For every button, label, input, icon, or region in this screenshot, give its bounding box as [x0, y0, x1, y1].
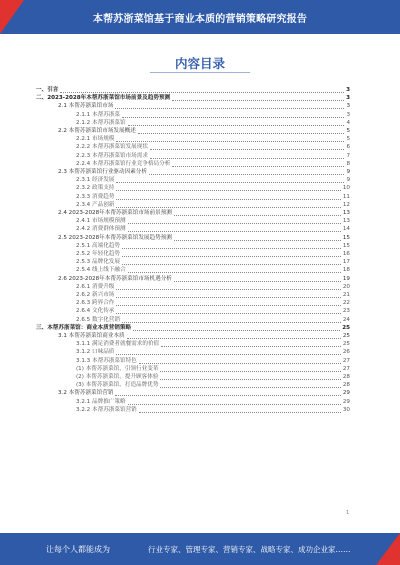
toc-entry-page: 27 — [342, 365, 350, 372]
toc-entry-title: 3.2.1 品牌推广策略 — [76, 398, 126, 405]
toc-entry-title: 2.6.5 数字化营销 — [76, 316, 120, 323]
toc-entry-title: 3.1.1 满足消费者就餐需求的价值 — [76, 341, 160, 348]
toc-leader-dots — [116, 312, 340, 314]
toc-entry[interactable] — [76, 357, 350, 365]
toc-entry-page: 29 — [342, 398, 350, 405]
toc-entry-title: 2.3.3 消费趋势 — [76, 193, 115, 200]
toc-leader-dots — [60, 91, 344, 93]
toc-entry[interactable] — [76, 307, 350, 315]
toc-entry-title: 2.2.4 本帮苏浙菜馆行业竞争格局分析 — [76, 160, 171, 167]
toc-entry-page: 8 — [346, 160, 350, 167]
footer-slogan: 让每个人都能成为 — [46, 545, 110, 554]
toc-leader-dots — [149, 173, 344, 175]
toc-entry-title: 三、本帮苏浙菜馆：商业本质营销策略 — [36, 324, 132, 331]
toc-leader-dots — [139, 411, 341, 413]
toc-entry[interactable] — [76, 193, 350, 201]
toc-entry-page: 4 — [346, 119, 350, 126]
toc-entry-title: 2.2.3 本帮苏浙菜馆市场需求 — [76, 152, 148, 159]
toc-leader-dots — [128, 124, 345, 126]
toc-leader-dots — [116, 181, 344, 183]
toc-leader-dots — [128, 222, 341, 224]
toc-entry[interactable] — [76, 225, 350, 233]
toc-entry[interactable] — [76, 201, 350, 209]
toc-leader-dots — [139, 362, 341, 364]
toc-entry[interactable] — [76, 242, 350, 250]
toc-entry-title: 2.3 本帮苏浙菜馆行业驱动因素分析 — [58, 169, 147, 175]
toc-entry-page: 28 — [342, 382, 350, 389]
toc-entry[interactable] — [58, 275, 350, 283]
toc-entry-title: 一、引言 — [36, 87, 59, 93]
toc-leader-dots — [174, 239, 341, 241]
toc-entry-title: 2.6.1 消费升级 — [76, 283, 115, 290]
toc-entry-title: 2.3.1 经济发展 — [76, 177, 115, 184]
toc-entry[interactable] — [76, 316, 350, 324]
toc-entry[interactable] — [58, 168, 350, 176]
toc-entry-page: 14 — [342, 226, 350, 233]
toc-entry-title: 2.2 本帮苏浙菜馆市场发展概述 — [58, 128, 136, 134]
toc-entry[interactable] — [76, 111, 350, 119]
toc-entry-page: 16 — [342, 251, 350, 257]
toc-entry-title: 2.1.2 本帮苏浙菜馆 — [76, 119, 126, 126]
toc-entry-page: 24 — [342, 316, 350, 323]
toc-entry-title: (2) 本帮苏浙菜馆，提升顾客体验 — [76, 374, 159, 380]
toc-entry-title: 3.1.2 口味品质 — [76, 349, 115, 356]
report-title: 本帮苏浙菜馆基于商业本质的营销策略研究报告 — [92, 14, 308, 25]
toc-entry-title: 3.1.3 本帮苏浙菜馆特色 — [76, 357, 137, 364]
toc-entry[interactable] — [76, 381, 350, 389]
toc-entry-title: 2.1 本帮苏浙菜馆市场 — [58, 103, 114, 110]
toc-entry-page: 15 — [342, 234, 350, 241]
toc-leader-dots — [122, 116, 344, 118]
toc-leader-dots — [128, 271, 341, 273]
toc-entry[interactable] — [76, 135, 350, 143]
toc-leader-dots — [116, 206, 340, 208]
toc-entry-page: 5 — [346, 136, 350, 143]
toc-entry-title: 3.2.2 本帮苏浙菜馆营销 — [76, 406, 137, 413]
toc-leader-dots — [116, 296, 340, 298]
toc-leader-dots — [116, 140, 344, 142]
toc-entry-page: 6 — [346, 144, 350, 151]
toc-entry-page: 30 — [342, 406, 350, 413]
toc-entry-page: 19 — [342, 275, 350, 282]
page-number: 1 — [346, 510, 350, 516]
toc-leader-dots — [172, 99, 344, 101]
toc-entry-page: 5 — [346, 128, 350, 134]
toc-leader-dots — [174, 214, 341, 216]
toc-entry[interactable] — [76, 152, 350, 160]
toc-entry-title: 2.3.4 产品创新 — [76, 201, 115, 208]
toc-entry-title: (1) 本帮苏浙菜馆，引领行业变革 — [76, 365, 159, 372]
toc-leader-dots — [161, 345, 341, 347]
toc-entry[interactable] — [58, 102, 350, 110]
toc-leader-dots — [116, 353, 340, 355]
toc-entry[interactable] — [58, 332, 350, 340]
footer-red-accent — [376, 533, 400, 565]
toc-entry-page: 29 — [342, 390, 350, 397]
toc-entry-page: 25 — [342, 341, 350, 348]
toc-entry[interactable] — [76, 283, 350, 291]
toc-entry-title: 2.2.2 本帮苏浙菜馆发展现状 — [76, 144, 148, 151]
toc-leader-dots — [115, 107, 344, 109]
toc-entry-page: 25 — [342, 324, 350, 331]
toc-entry[interactable] — [76, 348, 350, 356]
toc-entry-title: 2.5.2 年轻化趋势 — [76, 251, 120, 257]
toc-entry-title: 2.4.1 市场规模预测 — [76, 218, 126, 225]
toc-entry[interactable] — [76, 258, 350, 266]
toc-leader-dots — [128, 403, 341, 405]
toc-entry-title: 3.2 本帮苏浙菜馆营销 — [58, 390, 114, 397]
toc-leader-dots — [160, 378, 340, 380]
toc-entry-page: 3 — [346, 103, 350, 110]
toc-entry[interactable] — [76, 299, 350, 307]
toc-entry-page: 23 — [342, 308, 350, 315]
toc-entry-page: 13 — [342, 218, 350, 225]
toc-entry-page: 26 — [342, 349, 350, 356]
toc-entry-title: 2.5 2023-2028年本帮苏浙菜馆发展趋势预测 — [58, 234, 172, 241]
toc-entry-title: (3) 本帮苏浙菜馆，打造品牌优势 — [76, 382, 159, 389]
toc-entry-page: 3 — [346, 87, 350, 93]
toc-entry-title: 2.3.2 政策支持 — [76, 185, 115, 192]
toc-leader-dots — [128, 230, 341, 232]
toc-leader-dots — [138, 132, 345, 134]
toc-entry[interactable] — [76, 406, 350, 414]
toc-entry-title: 2.1.1 本帮苏浙菜 — [76, 111, 120, 118]
toc-entry-page: 12 — [342, 201, 350, 208]
toc-leader-dots — [122, 247, 341, 249]
toc-entry-title: 二、2023-2028年本帮苏浙菜馆市场前景及趋势预测 — [36, 95, 171, 102]
toc-entry-page: 18 — [342, 267, 350, 274]
toc-entry-page: 10 — [342, 185, 350, 192]
toc-entry-title: 2.2.1 市场规模 — [76, 136, 115, 143]
toc-entry[interactable] — [58, 234, 350, 242]
toc-leader-dots — [172, 165, 344, 167]
toc-leader-dots — [122, 321, 341, 323]
toc-leader-dots — [116, 304, 340, 306]
toc-entry-page: 3 — [346, 111, 350, 118]
toc-entry[interactable] — [76, 365, 350, 373]
toc-entry[interactable] — [76, 291, 350, 299]
toc-leader-dots — [115, 394, 340, 396]
toc-entry-page: 17 — [342, 259, 350, 266]
toc-entry[interactable] — [76, 143, 350, 151]
toc-entry-title: 2.5.3 品牌化发展 — [76, 259, 120, 266]
toc-leader-dots — [116, 189, 340, 191]
header-bar — [0, 0, 400, 34]
footer-bar — [0, 533, 400, 565]
table-of-contents — [0, 86, 400, 506]
toc-entry-page: 11 — [342, 193, 350, 200]
toc-entry[interactable] — [76, 184, 350, 192]
toc-entry-title: 2.6.3 跨界合作 — [76, 300, 115, 307]
toc-entry-page: 9 — [346, 169, 350, 175]
toc-entry-title: 2.6.4 文化传承 — [76, 308, 115, 315]
toc-heading: 内容目录 — [174, 56, 225, 71]
toc-entry-page: 21 — [342, 292, 350, 298]
toc-entry-page: 27 — [342, 357, 350, 364]
toc-entry[interactable] — [58, 209, 350, 217]
toc-entry[interactable] — [36, 324, 350, 332]
toc-entry-title: 2.6 2023-2028年本帮苏浙菜馆市场机遇分析 — [58, 275, 172, 282]
toc-entry-page: 28 — [342, 374, 350, 380]
toc-leader-dots — [122, 255, 341, 257]
toc-entry[interactable] — [76, 398, 350, 406]
toc-entry[interactable] — [76, 119, 350, 127]
toc-entry[interactable] — [58, 389, 350, 397]
toc-entry[interactable] — [36, 86, 350, 94]
toc-leader-dots — [174, 280, 341, 282]
toc-entry-page: 22 — [342, 300, 350, 307]
toc-entry-title: 2.6.2 新兴市场 — [76, 292, 115, 298]
toc-entry[interactable] — [76, 266, 350, 274]
toc-leader-dots — [122, 263, 341, 265]
toc-entry-page: 15 — [342, 242, 350, 249]
toc-heading-underline — [150, 72, 250, 73]
toc-leader-dots — [116, 288, 340, 290]
toc-leader-dots — [127, 337, 341, 339]
toc-entry[interactable] — [58, 127, 350, 135]
toc-entry-title: 2.5.1 高端化趋势 — [76, 242, 120, 249]
toc-entry-title: 3.1 本帮苏浙菜馆商业本质 — [58, 333, 125, 339]
toc-entry-page: 3 — [346, 95, 350, 102]
toc-entry[interactable] — [76, 217, 350, 225]
toc-entry-page: 20 — [342, 283, 350, 290]
toc-entry[interactable] — [76, 160, 350, 168]
toc-entry[interactable] — [76, 373, 350, 381]
toc-entry-title: 2.4.2 消费群体预测 — [76, 226, 126, 233]
toc-leader-dots — [150, 157, 344, 159]
toc-entry-page: 25 — [342, 333, 350, 339]
toc-entry-title: 2.5.4 线上线下融合 — [76, 267, 126, 274]
toc-leader-dots — [116, 198, 340, 200]
toc-leader-dots — [150, 148, 344, 150]
toc-leader-dots — [133, 329, 340, 331]
toc-entry[interactable] — [76, 176, 350, 184]
toc-entry-page: 13 — [342, 210, 350, 216]
toc-entry[interactable] — [76, 250, 350, 258]
toc-entry-page: 9 — [346, 177, 350, 184]
footer-tagline: 行业专家、管理专家、营销专家、战略专家、成功企业家…… — [148, 545, 351, 554]
toc-entry[interactable] — [76, 340, 350, 348]
toc-leader-dots — [160, 386, 340, 388]
toc-leader-dots — [160, 370, 340, 372]
toc-entry[interactable] — [36, 94, 350, 102]
toc-entry-title: 2.4 2023-2028年本帮苏浙菜馆市场前景预测 — [58, 210, 172, 216]
toc-entry-page: 7 — [346, 152, 350, 159]
